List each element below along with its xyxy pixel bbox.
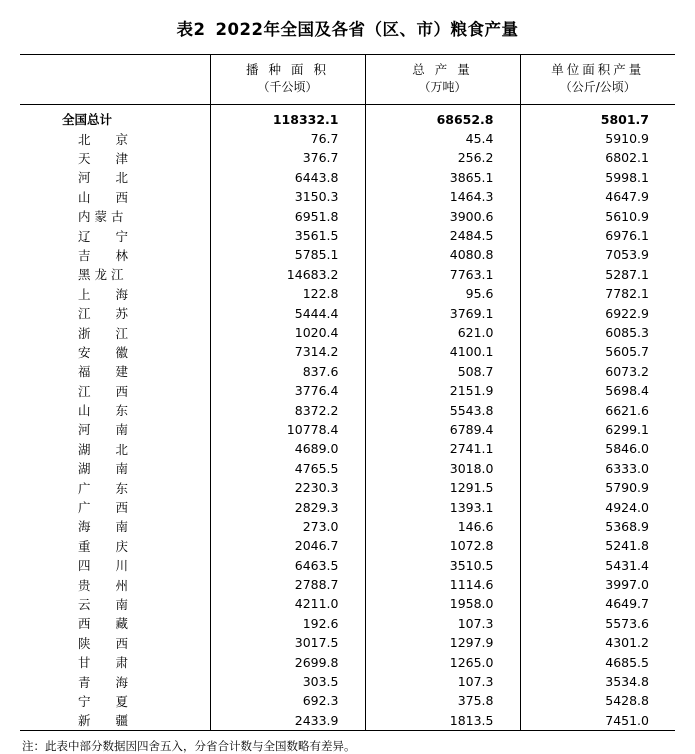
row-yield-value: 4924.0 [520, 497, 675, 516]
header-sown-area [210, 55, 365, 105]
row-total-output-value: 256.2 [365, 148, 520, 167]
header-total-output-line1: 总 产 量 [412, 62, 473, 77]
row-region-name: 全国总计 [62, 112, 113, 128]
row-total-output-value: 7763.1 [365, 265, 520, 284]
row-sown-area-value: 3561.5 [210, 226, 365, 245]
table-row [20, 342, 675, 361]
table-row [20, 303, 675, 322]
row-yield-value: 6922.9 [520, 303, 675, 322]
row-yield-value: 5431.4 [520, 556, 675, 575]
table-row [20, 633, 675, 652]
table-row [20, 148, 675, 167]
row-sown-area-value: 4765.5 [210, 459, 365, 478]
row-region-name: 江 西 [78, 383, 129, 399]
row-total-output-value: 68652.8 [365, 110, 520, 129]
page-title [0, 0, 695, 54]
table-row [20, 323, 675, 342]
table-row [20, 168, 675, 187]
row-sown-area-value: 192.6 [210, 614, 365, 633]
row-yield-value: 7451.0 [520, 711, 675, 731]
row-sown-area-value: 2788.7 [210, 575, 365, 594]
row-yield-value: 5287.1 [520, 265, 675, 284]
row-sown-area-value: 3776.4 [210, 381, 365, 400]
row-region-name: 河 北 [78, 170, 129, 186]
table-note: 注：此表中部分数据因四舍五入，分省合计数与全国数略有差异。 [22, 739, 356, 754]
row-total-output-value: 146.6 [365, 517, 520, 536]
row-region-name: 安 徽 [78, 344, 129, 360]
row-yield-value: 6802.1 [520, 148, 675, 167]
row-sown-area-value: 2699.8 [210, 652, 365, 671]
row-total-output-value: 1297.9 [365, 633, 520, 652]
row-region-name: 吉 林 [78, 247, 129, 263]
row-total-output-value: 5543.8 [365, 400, 520, 419]
row-yield-value: 4647.9 [520, 187, 675, 206]
row-sown-area-value: 14683.2 [210, 265, 365, 284]
row-yield-value: 4649.7 [520, 594, 675, 613]
row-region-name: 湖 南 [78, 461, 129, 477]
table-row [20, 381, 675, 400]
row-region-name: 江 苏 [78, 306, 129, 322]
row-total-output-value: 1958.0 [365, 594, 520, 613]
row-total-output-value: 1072.8 [365, 536, 520, 555]
row-sown-area-value: 8372.2 [210, 400, 365, 419]
row-total-output-value: 3769.1 [365, 303, 520, 322]
row-total-output-value: 2151.9 [365, 381, 520, 400]
row-region-name: 广 西 [78, 500, 129, 516]
row-total-output-value: 621.0 [365, 323, 520, 342]
table-row [20, 614, 675, 633]
row-region-name: 宁 夏 [78, 693, 129, 709]
header-yield-line1: 单位面积产量 [551, 62, 645, 77]
table-row [20, 691, 675, 710]
row-yield-value: 5605.7 [520, 342, 675, 361]
table-row [20, 536, 675, 555]
row-region-name: 陕 西 [78, 635, 129, 651]
row-total-output-value: 2484.5 [365, 226, 520, 245]
row-total-output-value: 3865.1 [365, 168, 520, 187]
row-total-output-value: 4080.8 [365, 245, 520, 264]
row-total-output-value: 1393.1 [365, 497, 520, 516]
row-yield-value: 5368.9 [520, 517, 675, 536]
grain-production-table [20, 54, 675, 731]
row-sown-area-value: 3017.5 [210, 633, 365, 652]
row-total-output-value: 95.6 [365, 284, 520, 303]
row-yield-value: 7053.9 [520, 245, 675, 264]
row-total-output-value: 6789.4 [365, 420, 520, 439]
row-yield-value: 5573.6 [520, 614, 675, 633]
row-sown-area-value: 2829.3 [210, 497, 365, 516]
row-region-name: 辽 宁 [78, 228, 129, 244]
table-row [20, 517, 675, 536]
header-sown-area-line1: 播 种 面 积 [246, 62, 329, 77]
row-sown-area-value: 837.6 [210, 362, 365, 381]
row-sown-area-value: 692.3 [210, 691, 365, 710]
row-region-name: 新 疆 [20, 711, 210, 731]
table-row [20, 439, 675, 458]
row-sown-area-value: 2433.9 [210, 711, 365, 731]
row-region-name: 山 东 [78, 403, 129, 419]
table-row [20, 711, 675, 731]
row-yield-value: 5698.4 [520, 381, 675, 400]
header-region [20, 55, 210, 105]
row-sown-area-value: 2230.3 [210, 478, 365, 497]
row-sown-area-value: 118332.1 [210, 110, 365, 129]
table-row [20, 129, 675, 148]
row-yield-value: 6073.2 [520, 362, 675, 381]
row-sown-area-value: 3150.3 [210, 187, 365, 206]
row-region-name: 福 建 [78, 364, 129, 380]
row-region-name: 河 南 [78, 422, 129, 438]
row-region-name: 内 蒙 古 [78, 209, 124, 225]
row-sown-area-value: 7314.2 [210, 342, 365, 361]
table-body [20, 110, 675, 731]
row-region-name: 贵 州 [78, 577, 129, 593]
table-row [20, 110, 675, 129]
row-total-output-value: 3510.5 [365, 556, 520, 575]
row-region-name: 广 东 [78, 480, 129, 496]
row-yield-value: 5790.9 [520, 478, 675, 497]
row-yield-value: 5846.0 [520, 439, 675, 458]
table-row [20, 187, 675, 206]
row-yield-value: 5998.1 [520, 168, 675, 187]
row-yield-value: 5610.9 [520, 206, 675, 225]
row-total-output-value: 3900.6 [365, 206, 520, 225]
row-yield-value: 6621.6 [520, 400, 675, 419]
table-row [20, 245, 675, 264]
row-region-name: 海 南 [78, 519, 129, 535]
row-yield-value: 5910.9 [520, 129, 675, 148]
row-sown-area-value: 6443.8 [210, 168, 365, 187]
header-yield-line2: （公斤/公顷） [559, 80, 636, 95]
table-row [20, 575, 675, 594]
row-yield-value: 3534.8 [520, 672, 675, 691]
row-region-name: 青 海 [78, 674, 129, 690]
table-row [20, 284, 675, 303]
row-total-output-value: 1813.5 [365, 711, 520, 731]
row-sown-area-value: 10778.4 [210, 420, 365, 439]
row-yield-value: 4685.5 [520, 652, 675, 671]
row-yield-value: 6299.1 [520, 420, 675, 439]
row-yield-value: 4301.2 [520, 633, 675, 652]
row-region-name: 黑 龙 江 [78, 267, 124, 283]
row-sown-area-value: 6951.8 [210, 206, 365, 225]
row-sown-area-value: 6463.5 [210, 556, 365, 575]
table-row [20, 478, 675, 497]
row-region-name: 西 藏 [78, 616, 129, 632]
table-row [20, 400, 675, 419]
table-row [20, 226, 675, 245]
header-sown-area-line2: （千公顷） [257, 80, 318, 95]
header-total-output-line2: （万吨） [418, 80, 467, 95]
row-sown-area-value: 2046.7 [210, 536, 365, 555]
table-row [20, 594, 675, 613]
row-sown-area-value: 273.0 [210, 517, 365, 536]
row-sown-area-value: 303.5 [210, 672, 365, 691]
row-region-name: 浙 江 [78, 325, 129, 341]
row-sown-area-value: 5785.1 [210, 245, 365, 264]
row-region-name: 北 京 [78, 131, 129, 147]
row-region-name: 上 海 [78, 286, 129, 302]
row-sown-area-value: 4689.0 [210, 439, 365, 458]
table-header [20, 55, 675, 110]
table-row [20, 556, 675, 575]
row-sown-area-value: 122.8 [210, 284, 365, 303]
row-total-output-value: 1114.6 [365, 575, 520, 594]
table-number: 表2 [176, 20, 206, 39]
row-total-output-value: 1291.5 [365, 478, 520, 497]
row-region-name: 甘 肃 [78, 655, 129, 671]
row-yield-value: 5801.7 [520, 110, 675, 129]
row-total-output-value: 107.3 [365, 614, 520, 633]
row-yield-value: 5428.8 [520, 691, 675, 710]
row-total-output-value: 375.8 [365, 691, 520, 710]
row-region-name: 重 庆 [78, 538, 129, 554]
table-row [20, 420, 675, 439]
row-sown-area-value: 5444.4 [210, 303, 365, 322]
table-row [20, 265, 675, 284]
row-region-name: 四 川 [78, 558, 129, 574]
row-sown-area-value: 1020.4 [210, 323, 365, 342]
row-yield-value: 6976.1 [520, 226, 675, 245]
table-row [20, 497, 675, 516]
row-yield-value: 3997.0 [520, 575, 675, 594]
header-total-output [365, 55, 520, 105]
table-row [20, 206, 675, 225]
row-total-output-value: 1464.3 [365, 187, 520, 206]
row-sown-area-value: 76.7 [210, 129, 365, 148]
row-total-output-value: 1265.0 [365, 652, 520, 671]
table-row [20, 652, 675, 671]
row-region-name: 湖 北 [78, 441, 129, 457]
row-total-output-value: 107.3 [365, 672, 520, 691]
row-yield-value: 7782.1 [520, 284, 675, 303]
row-yield-value: 6333.0 [520, 459, 675, 478]
row-yield-value: 6085.3 [520, 323, 675, 342]
row-region-name: 云 南 [78, 596, 129, 612]
table-title-text: 2022年全国及各省（区、市）粮食产量 [215, 20, 519, 39]
row-region-name: 天 津 [78, 150, 129, 166]
row-total-output-value: 2741.1 [365, 439, 520, 458]
row-yield-value: 5241.8 [520, 536, 675, 555]
row-total-output-value: 508.7 [365, 362, 520, 381]
table-row [20, 672, 675, 691]
row-sown-area-value: 4211.0 [210, 594, 365, 613]
row-region-name: 山 西 [78, 189, 129, 205]
header-yield-per-area [520, 55, 675, 105]
row-total-output-value: 3018.0 [365, 459, 520, 478]
row-sown-area-value: 376.7 [210, 148, 365, 167]
table-row [20, 459, 675, 478]
row-total-output-value: 4100.1 [365, 342, 520, 361]
table-row [20, 362, 675, 381]
row-total-output-value: 45.4 [365, 129, 520, 148]
